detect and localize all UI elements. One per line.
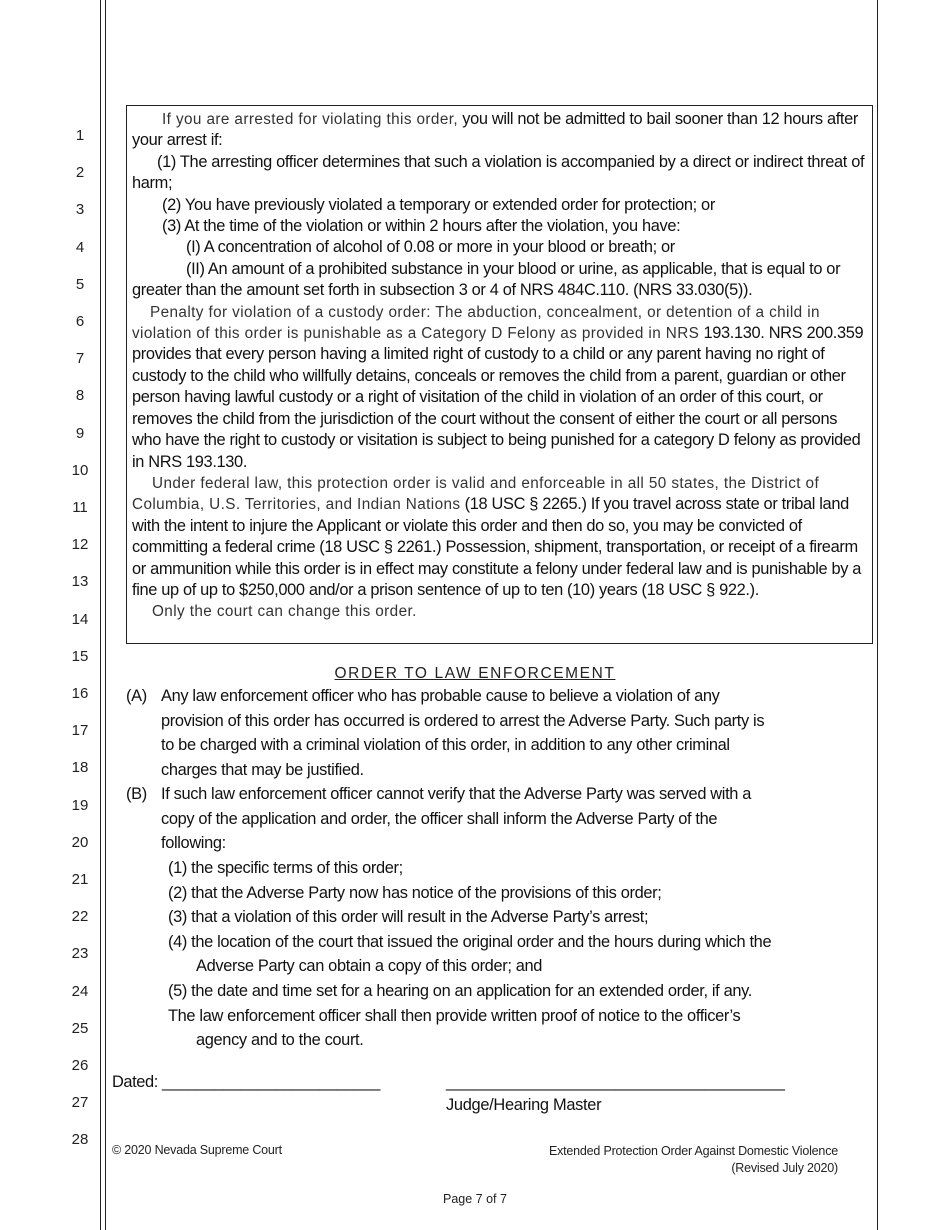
order-proof-notice-cont: agency and to the court. (196, 1031, 364, 1050)
line-number: 13 (71, 573, 89, 591)
order-a-label: (A) (126, 687, 147, 705)
line-number: 15 (71, 647, 89, 665)
footer-form-info (549, 1143, 838, 1176)
footer-form-title: Extended Protection Order Against Domestic Violence (548, 1144, 838, 1158)
line-number: 25 (71, 1019, 89, 1037)
only-court-text: Only the court can change this order. (152, 603, 417, 621)
line-number: 19 (71, 796, 89, 814)
custody-penalty-text: 193.130. NRS 200.359 provides that every person having a limited right of custody to a child or any parent having no right of custody to the child who willfully detains, conceals or removes the child from a parent, guardian or other person having lawful custody or a right of visitation of the child in violation of an order of this court, or removes the child from the jurisdiction of the court without the consent of either the court or all persons who have the right to custody or visitation is subject to being punished for a category D felony as provided in NRS 193.130. (132, 324, 864, 471)
order-b-label: (B) (126, 785, 147, 803)
order-a-text (161, 684, 764, 782)
federal-law (132, 473, 868, 601)
order-a-line: to be charged with a criminal violation of this order, in addition to any other criminal (161, 736, 730, 755)
order-sub-item-4-cont: Adverse Party can obtain a copy of this order; and (196, 957, 543, 976)
order-title-text: ORDER TO LAW ENFORCEMENT (334, 665, 616, 682)
margin-rule-outer (100, 0, 101, 1230)
line-number: 11 (72, 499, 88, 516)
line-number: 27 (71, 1094, 89, 1112)
line-number: 23 (71, 945, 89, 963)
line-number: 9 (75, 424, 85, 442)
order-b-line: copy of the application and order, the officer shall inform the Adverse Party of the (161, 809, 718, 828)
page-number: Page 7 of 7 (443, 1192, 507, 1206)
order-sub-item-4: (4) the location of the court that issued the original order and the hours during which the (168, 932, 772, 951)
line-number: 28 (71, 1131, 89, 1149)
line-number: 4 (75, 238, 85, 256)
order-sub-item-3: (3) that a violation of this order will result in the Adverse Party’s arrest; (168, 908, 649, 927)
line-number: 5 (75, 275, 85, 293)
line-number: 22 (71, 908, 89, 926)
judge-label: Judge/Hearing Master (446, 1096, 602, 1114)
margin-rule-inner (105, 0, 106, 1230)
line-number: 17 (71, 722, 89, 740)
order-sublist (168, 856, 771, 1053)
line-number: 2 (75, 164, 85, 182)
judge-signature-line: ______________________________________ (446, 1073, 785, 1091)
order-sub-item-2: (2) that the Adverse Party now has notice of the provisions of this order; (168, 883, 662, 902)
order-b-line: following: (161, 834, 226, 853)
line-number: 20 (71, 833, 89, 851)
line-number: 7 (75, 350, 85, 368)
dated-line: Dated: _________________________ (112, 1073, 380, 1091)
line-number: 12 (71, 536, 89, 554)
bail-item-3: (3) At the time of the violation or within 2 hours after the violation, you have: (162, 217, 681, 236)
line-number: 21 (71, 871, 89, 888)
footer-revised: (Revised July 2020) (731, 1160, 838, 1175)
order-proof-notice: The law enforcement officer shall then provide written proof of notice to the officer’s (168, 1006, 741, 1025)
bail-item-1: (1) The arresting officer determines that such a violation is accompanied by a direct or indirect threat of harm; (132, 152, 865, 193)
order-sub-item-5: (5) the date and time set for a hearing on an application for an extended order, if any. (168, 981, 752, 1000)
line-number: 3 (75, 201, 85, 219)
bail-warning-text: you will not be admitted to bail sooner than 12 hours after your arrest if: (132, 110, 858, 150)
line-number: 14 (71, 610, 89, 628)
line-number: 6 (75, 313, 85, 330)
custody-penalty-lead: Penalty for violation of a custody order: The abduction, concealment, or detention of a child in violation of this order is punishable as a Category D Felony as provided in NRS (132, 303, 820, 343)
line-number: 16 (71, 685, 89, 702)
warning-box (126, 105, 873, 644)
order-sub-item-1: (1) the specific terms of this order; (168, 859, 403, 877)
line-number: 1 (75, 127, 85, 144)
order-b-line: If such law enforcement officer cannot verify that the Adverse Party was served with a (161, 785, 752, 803)
line-number: 26 (71, 1057, 89, 1074)
bail-warning (132, 109, 868, 152)
bail-item-3-i: (I) A concentration of alcohol of 0.08 or more in your blood or breath; or (186, 238, 675, 257)
custody-penalty (132, 302, 868, 473)
line-number: 8 (75, 387, 85, 405)
order-b-text (161, 782, 751, 856)
margin-rule-right (877, 0, 878, 1230)
order-a-line: charges that may be justified. (161, 760, 364, 779)
order-title (0, 665, 950, 683)
bail-item-3-ii: (II) An amount of a prohibited substance in your blood or urine, as applicable, that is equal to or greater than the amount set forth in subsection 3 or 4 of NRS 484C.110. (NRS 33.030(5)). (132, 259, 841, 300)
only-court-note (132, 601, 868, 622)
federal-law-lead: Under federal law, this protection order is valid and enforceable in all 50 states, the District of Columbia, U.S. Territories, and Indian Nations (132, 474, 820, 514)
federal-law-text: (18 USC § 2265.) If you travel across state or tribal land with the intent to injure the Applicant or violate this order and then do so, you may be convicted of committing a federal crime (18 USC § 2261.) Possession, shipment, transportation, or receipt of a firearm or ammunition while this order is in effect may constitute a felony under federal law and is punishable by a fine up of up to $250,000 and/or a prison sentence of up to ten (10) years (18 USC § 922.). (132, 495, 862, 599)
line-number: 10 (71, 461, 89, 479)
order-a-line: Any law enforcement officer who has probable cause to believe a violation of any (161, 687, 720, 705)
order-a-line: provision of this order has occurred is ordered to arrest the Adverse Party. Such party is (161, 711, 765, 730)
bail-warning-lead: If you are arrested for violating this order, (162, 111, 459, 128)
line-number: 24 (71, 982, 89, 1000)
footer-copyright: © 2020 Nevada Supreme Court (112, 1143, 282, 1157)
line-number: 18 (71, 759, 89, 777)
bail-item-2: (2) You have previously violated a temporary or extended order for protection; or (162, 195, 715, 214)
